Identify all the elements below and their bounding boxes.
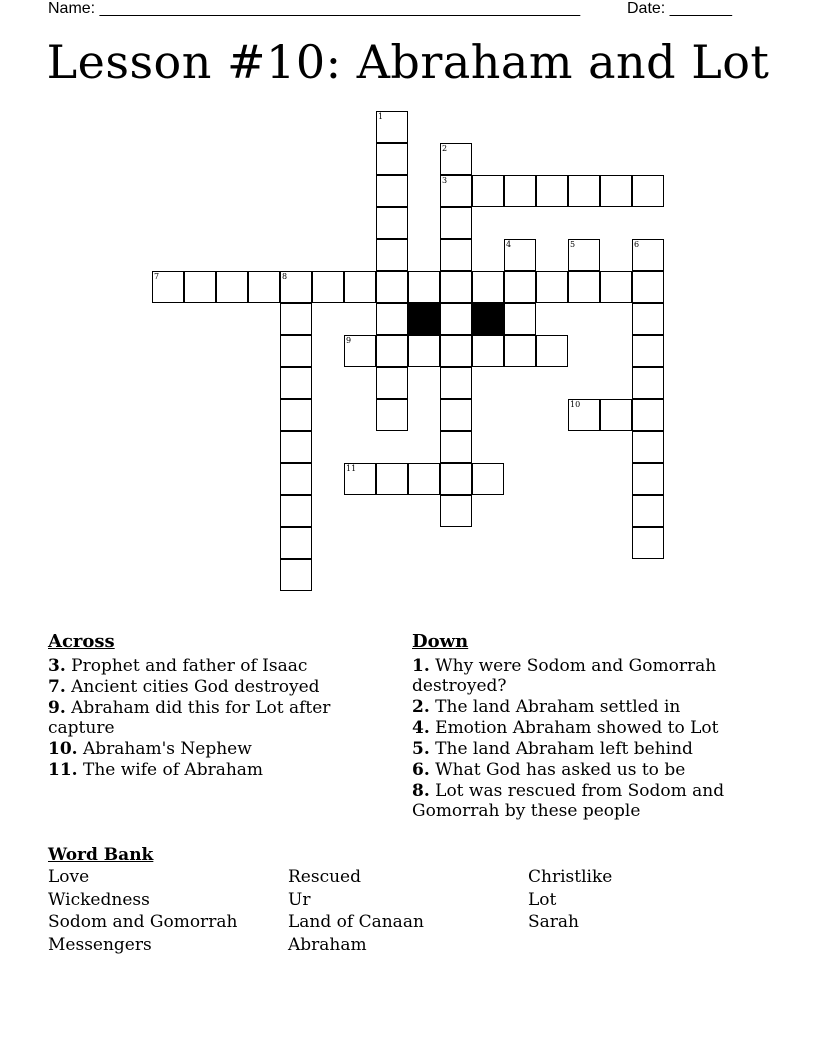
crossword-cell[interactable] [280, 495, 312, 527]
clue-across-11 [48, 760, 368, 780]
clue-down-4 [412, 718, 752, 738]
crossword-cell[interactable] [632, 175, 664, 207]
clue-across-3 [48, 656, 368, 676]
clue-number: 8. [412, 781, 430, 801]
clue-down-5 [412, 739, 752, 759]
clue-text: The wife of Abraham [82, 760, 264, 780]
word-bank-item: Land of Canaan [288, 912, 424, 932]
crossword-cell[interactable] [536, 271, 568, 303]
clue-text: What God has asked us to be [435, 760, 686, 780]
clue-number: 3. [48, 656, 66, 676]
clue-text: Ancient cities God destroyed [71, 677, 320, 697]
crossword-cell[interactable] [248, 271, 280, 303]
clue-number-label: 3 [442, 176, 448, 185]
crossword-cell[interactable] [504, 335, 536, 367]
crossword-cell[interactable] [600, 271, 632, 303]
word-bank-list [48, 866, 768, 956]
clue-text: The land Abraham settled in [435, 697, 681, 717]
crossword-cell[interactable] [216, 271, 248, 303]
crossword-cell[interactable] [632, 495, 664, 527]
crossword-cell[interactable] [440, 143, 472, 175]
crossword-cell[interactable] [440, 207, 472, 239]
clue-number-label: 2 [442, 144, 448, 153]
crossword-cell[interactable] [280, 431, 312, 463]
clue-across-10 [48, 739, 368, 759]
across-heading: Across [48, 631, 115, 652]
clue-number: 10. [48, 739, 78, 759]
crossword-cell[interactable] [184, 271, 216, 303]
crossword-cell[interactable] [568, 399, 600, 431]
crossword-cell[interactable] [568, 239, 600, 271]
word-bank-item: Messengers [48, 934, 152, 955]
word-bank [48, 844, 768, 956]
crossword-cell[interactable] [568, 271, 600, 303]
crossword-block [408, 303, 440, 335]
crossword-cell[interactable] [376, 271, 408, 303]
crossword-cell[interactable] [280, 367, 312, 399]
word-bank-item: Wickedness [48, 889, 150, 910]
crossword-cell[interactable] [376, 399, 408, 431]
clue-number: 11. [48, 760, 78, 780]
clue-number-label: 11 [346, 464, 357, 473]
clue-number-label: 7 [154, 272, 160, 281]
crossword-cell[interactable] [440, 335, 472, 367]
crossword-cell[interactable] [376, 175, 408, 207]
crossword-cell[interactable] [440, 303, 472, 335]
crossword-cell[interactable] [440, 175, 472, 207]
clue-number-label: 1 [378, 112, 384, 121]
clue-number: 4. [412, 718, 430, 738]
crossword-cell[interactable] [280, 335, 312, 367]
clue-text: Abraham did this for Lot after capture [48, 698, 331, 738]
crossword-cell[interactable] [632, 527, 664, 559]
name-line: Name: ______________________________________________________ [48, 0, 581, 17]
crossword-cell[interactable] [440, 495, 472, 527]
clue-number: 6. [412, 760, 430, 780]
word-bank-item: Sodom and Gomorrah [48, 912, 238, 932]
crossword-cell[interactable] [632, 303, 664, 335]
clue-text: Emotion Abraham showed to Lot [435, 718, 719, 738]
crossword-cell[interactable] [376, 335, 408, 367]
clue-number-label: 6 [634, 240, 640, 249]
crossword-cell[interactable] [504, 239, 536, 271]
date-line: Date: _______ [627, 0, 732, 17]
crossword-cell[interactable] [632, 367, 664, 399]
crossword-cell[interactable] [376, 463, 408, 495]
clue-number: 9. [48, 698, 66, 718]
clue-down-1 [412, 656, 752, 696]
crossword-cell[interactable] [600, 175, 632, 207]
crossword-block [472, 303, 504, 335]
crossword-cell[interactable] [440, 367, 472, 399]
crossword-cell[interactable] [344, 463, 376, 495]
word-bank-heading: Word Bank [48, 845, 154, 865]
clue-number: 2. [412, 697, 430, 717]
crossword-cell[interactable] [280, 303, 312, 335]
crossword-cell[interactable] [568, 175, 600, 207]
crossword-cell[interactable] [536, 335, 568, 367]
crossword-cell[interactable] [504, 271, 536, 303]
clue-text: Why were Sodom and Gomorrah destroyed? [412, 656, 717, 696]
crossword-cell[interactable] [632, 335, 664, 367]
crossword-cell[interactable] [376, 239, 408, 271]
word-bank-item: Abraham [288, 934, 367, 955]
clue-down-6 [412, 760, 752, 780]
crossword-cell[interactable] [472, 335, 504, 367]
crossword-cell[interactable] [632, 463, 664, 495]
crossword-cell[interactable] [152, 271, 184, 303]
crossword-cell[interactable] [408, 271, 440, 303]
clue-down-2 [412, 697, 752, 717]
word-bank-item: Lot [528, 889, 557, 910]
clue-text: Abraham's Nephew [82, 739, 252, 759]
crossword-cell[interactable] [376, 207, 408, 239]
crossword-cell[interactable] [504, 175, 536, 207]
clue-number: 7. [48, 677, 66, 697]
crossword-cell[interactable] [280, 399, 312, 431]
clue-number: 5. [412, 739, 430, 759]
crossword-cell[interactable] [472, 463, 504, 495]
across-clues [48, 630, 368, 781]
down-heading: Down [412, 631, 469, 652]
crossword-cell[interactable] [280, 463, 312, 495]
crossword-cell[interactable] [504, 303, 536, 335]
crossword-cell[interactable] [632, 239, 664, 271]
crossword-cell[interactable] [600, 399, 632, 431]
crossword-cell[interactable] [440, 399, 472, 431]
crossword-cell[interactable] [440, 431, 472, 463]
word-bank-item: Rescued [288, 867, 361, 887]
crossword-cell[interactable] [408, 463, 440, 495]
word-bank-item: Ur [288, 889, 311, 910]
crossword-cell[interactable] [440, 463, 472, 495]
page-title: Lesson #10: Abraham and Lot [46, 35, 770, 89]
crossword-cell[interactable] [440, 271, 472, 303]
crossword-cell[interactable] [280, 527, 312, 559]
clue-number-label: 4 [506, 240, 512, 249]
word-bank-item: Love [48, 867, 90, 887]
down-clues [412, 630, 752, 822]
word-bank-item: Sarah [528, 912, 579, 932]
clue-number-label: 10 [570, 400, 581, 409]
clue-text: Prophet and father of Isaac [71, 656, 308, 676]
clue-number: 1. [412, 656, 430, 676]
crossword-cell[interactable] [376, 143, 408, 175]
crossword-cell[interactable] [632, 399, 664, 431]
crossword-cell[interactable] [408, 335, 440, 367]
crossword-cell[interactable] [376, 303, 408, 335]
crossword-cell[interactable] [440, 239, 472, 271]
word-bank-item: Christlike [528, 867, 613, 887]
crossword-cell[interactable] [632, 271, 664, 303]
crossword-cell[interactable] [344, 335, 376, 367]
crossword-cell[interactable] [344, 271, 376, 303]
clue-across-9 [48, 698, 368, 738]
crossword-cell[interactable] [632, 431, 664, 463]
crossword-cell[interactable] [376, 111, 408, 143]
crossword-cell[interactable] [280, 559, 312, 591]
clue-across-7 [48, 677, 368, 697]
crossword-cell[interactable] [376, 367, 408, 399]
crossword-cell[interactable] [536, 175, 568, 207]
crossword-cell[interactable] [312, 271, 344, 303]
crossword-cell[interactable] [472, 271, 504, 303]
clue-number-label: 5 [570, 240, 576, 249]
clue-number-label: 9 [346, 336, 352, 345]
clue-number-label: 8 [282, 272, 288, 281]
clue-text: Lot was rescued from Sodom and Gomorrah by these people [412, 781, 725, 821]
crossword-cell[interactable] [280, 271, 312, 303]
clue-down-8 [412, 781, 752, 821]
clue-text: The land Abraham left behind [435, 739, 693, 759]
crossword-cell[interactable] [472, 175, 504, 207]
